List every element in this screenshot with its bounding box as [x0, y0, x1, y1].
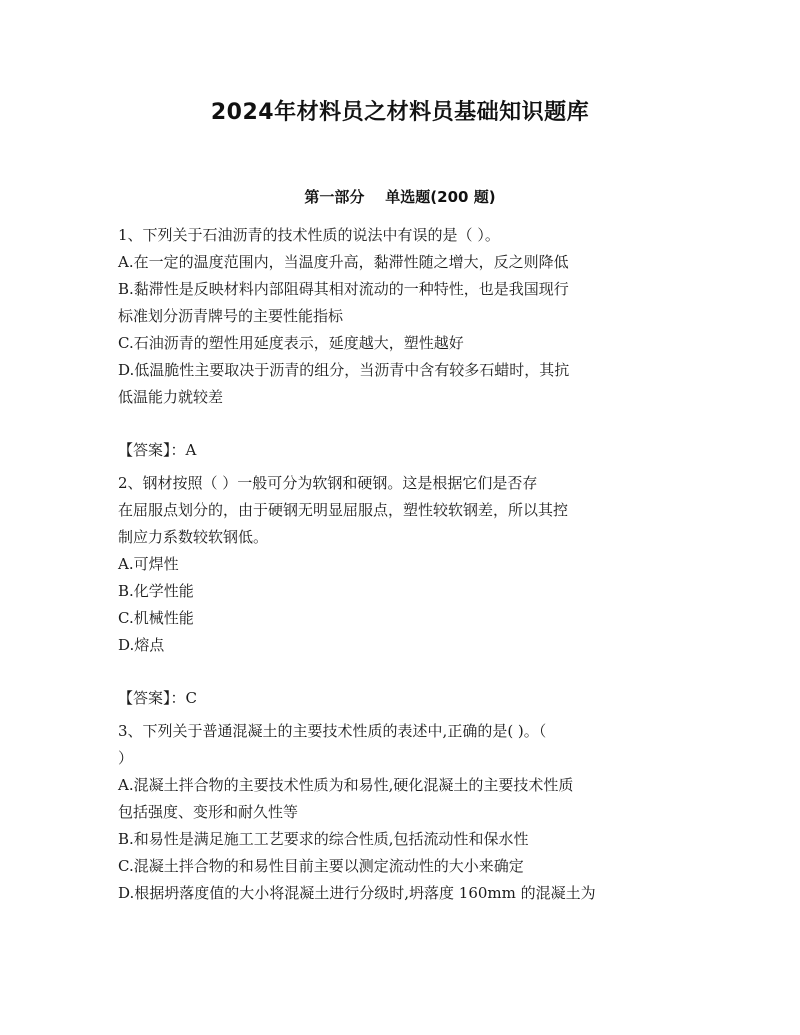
- question-line: 1、下列关于石油沥青的技术性质的说法中有误的是（ ）。: [118, 226, 500, 244]
- question-1: [118, 222, 690, 470]
- answer-value: A: [185, 441, 197, 459]
- option-d: D.根据坍落度值的大小将混凝土进行分级时,坍落度 160mm 的混凝土为: [118, 884, 596, 902]
- answer-value: C: [185, 689, 197, 707]
- option-a: A.可焊性: [118, 555, 179, 573]
- question-3: [118, 718, 690, 907]
- question-line-continued: 制应力系数较软钢低。: [118, 528, 269, 546]
- option-a: A.在一定的温度范围内，当温度升高，黏滞性随之增大，反之则降低: [118, 253, 569, 271]
- question-line: 2、钢材按照（ ）一般可分为软钢和硬钢。这是根据它们是否存: [118, 474, 538, 492]
- option-c: C.机械性能: [118, 609, 194, 627]
- option-b-continued: 标准划分沥青牌号的主要性能指标: [118, 307, 344, 325]
- option-a: A.混凝土拌合物的主要技术性质为和易性,硬化混凝土的主要技术性质: [118, 776, 574, 794]
- question-line: 3、下列关于普通混凝土的主要技术性质的表述中,正确的是( )。（: [118, 722, 547, 740]
- document-title: 2024年材料员之材料员基础知识题库: [210, 100, 590, 125]
- option-d: D.低温脆性主要取决于沥青的组分，当沥青中含有较多石蜡时，其抗: [118, 361, 570, 379]
- option-b: B.和易性是满足施工工艺要求的综合性质,包括流动性和保水性: [118, 830, 529, 848]
- question-list: [118, 222, 690, 907]
- option-c: C.混凝土拌合物的和易性目前主要以测定流动性的大小来确定: [118, 857, 524, 875]
- option-b: B.化学性能: [118, 582, 194, 600]
- option-d-continued: 低温能力就较差: [118, 388, 224, 406]
- answer-label: 【答案】：: [118, 441, 186, 459]
- option-d: D.熔点: [118, 636, 165, 654]
- answer-line: [118, 685, 690, 712]
- question-2: [118, 470, 690, 718]
- spacer: [118, 659, 690, 685]
- question-line-continued: ）: [118, 749, 134, 767]
- option-c: C.石油沥青的塑性用延度表示，延度越大，塑性越好: [118, 334, 464, 352]
- answer-line: [118, 437, 690, 464]
- question-line-continued: 在屈服点划分的，由于硬钢无明显屈服点，塑性较软钢差，所以其控: [118, 501, 569, 519]
- section-title: 第一部分 单选题(200 题): [304, 188, 496, 206]
- answer-label: 【答案】：: [118, 689, 186, 707]
- option-b: B.黏滞性是反映材料内部阻碍其相对流动的一种特性，也是我国现行: [118, 280, 569, 298]
- spacer: [118, 411, 690, 437]
- option-a-continued: 包括强度、变形和耐久性等: [118, 803, 299, 821]
